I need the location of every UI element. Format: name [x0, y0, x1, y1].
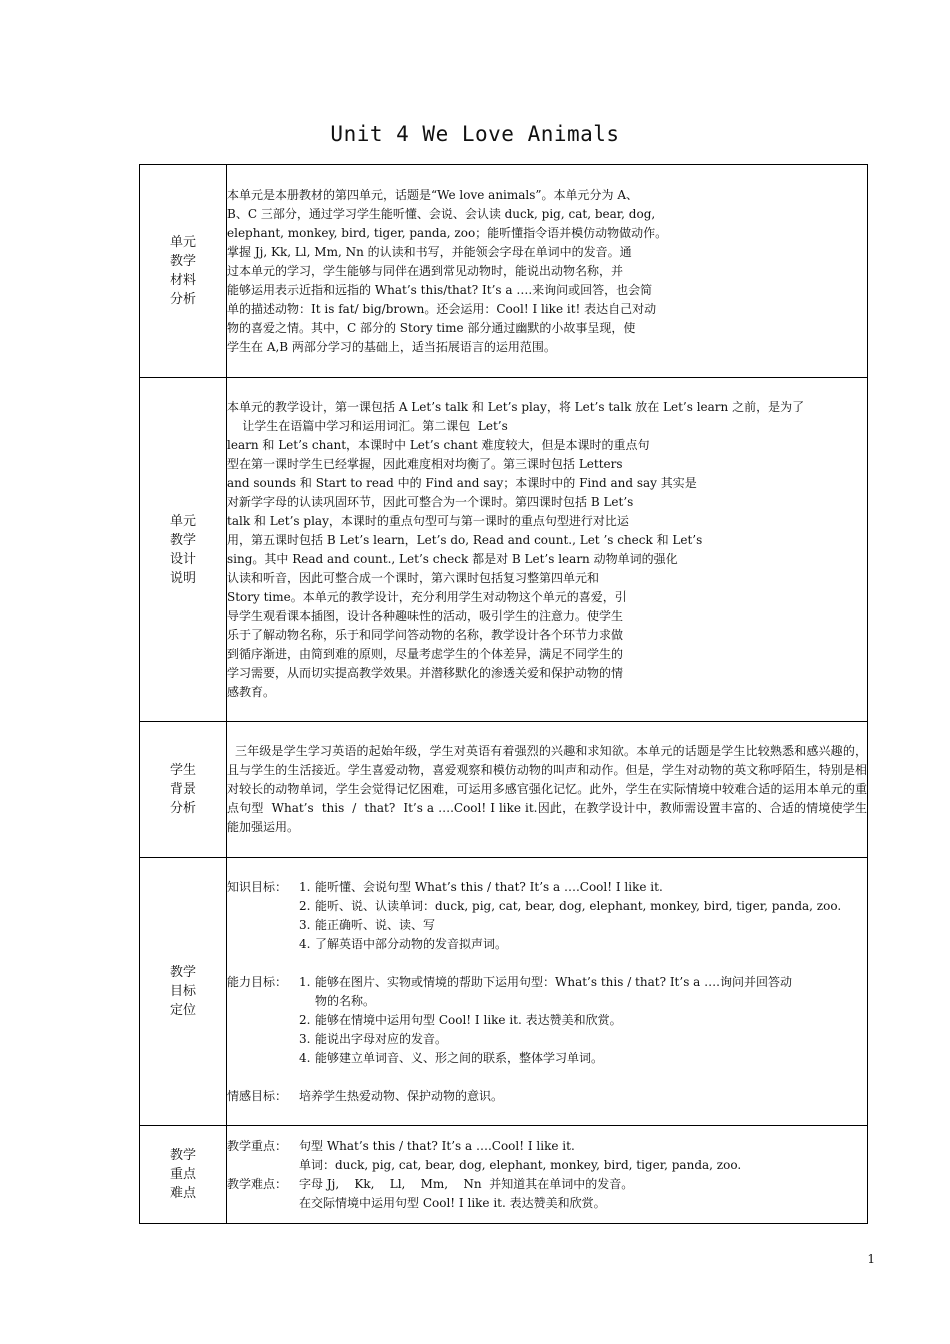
- ability-goals: 能力目标： 1. 能够在图片、实物或情境的帮助下运用句型：What’s this / that? It’s a ….询问并回答动 物的名称。 2. 能够在情境中运用句型 Cool! I like it. 表达赞美和欣赏。 3. 能说出字母对应的发音。 4. 能够建立单词音、义、形之间的联系，整体学习单词。: [227, 974, 792, 1065]
- material-analysis-text: 本单元是本册教材的第四单元，话题是“We love animals”。本单元分为 A、 B、C 三部分，通过学习学生能听懂、会说、会认读 duck, pig, cat, bear, dog, elephant, monkey, bird, tiger, panda, zoo；能听懂指令语并模仿动物做动作。 掌握 Jj, Kk, Ll, Mm, Nn 的认读和书写，并能领会字母在单词中的发音。通 过本单元的学习，学生能够与同伴在遇到常见动物时，能说出动物名称，并 能够运用表示近指和远指的 What’s this/that? It’s a ….来询问或回答，也会简 单的描述动物：It is fat/ big/brown。还会运用：Cool! I like it! 表达自己对动 物的喜爱之情。其中，C 部分的 Story time 部分通过幽默的小故事呈现，使 学生在 A,B 两部分学习的基础上，适当拓展语言的运用范围。: [227, 165, 868, 378]
- page-number: 1: [867, 1252, 875, 1266]
- row-label: 学生 背景 分析: [140, 722, 227, 858]
- design-explanation-text: 本单元的教学设计，第一课包括 A Let’s talk 和 Let’s play，将 Let’s talk 放在 Let’s learn 之前，是为了 让学生在语篇中学习和运用词汇。第二课包 Let’s learn 和 Let’s chant，本课时中 Let’s chant 难度较大，但是本课时的重点句 型在第一课时学生已经掌握，因此难度相对均衡了。第三课时包括 Letters and sounds 和 Start to read 中的 Find and say；本课时中的 Find and say 其实是 对新学字母的认读巩固环节，因此可整合为一个课时。第四课时包括 B Let’s talk 和 Let’s play，本课时的重点句型可与第一课时的重点句型进行对比运 用，第五课时包括 B Let’s learn，Let’s do, Read and count., Let ’s check 和 Let’s sing。其中 Read and count., Let’s check 都是对 B Let’s learn 动物单词的强化 认读和听音，因此可整合成一个课时，第六课时包括复习整第四单元和 Story time。本单元的教学设计，充分利用学生对动物这个单元的喜爱，引 导学生观看课本插图，设计各种趣味性的活动，吸引学生的注意力。使学生 乐于了解动物名称，乐于和同学问答动物的名称，教学设计各个环节力求做 到循序渐进，由简到难的原则，尽量考虑学生的个体差异，满足不同学生的 学习需要，从而切实提高教学效果。并潜移默化的渗透关爱和保护动物的情 感教育。: [227, 378, 868, 722]
- key-difficult-points-text: 教学重点： 句型 What’s this / that? It’s a ….Cool! I like it. 单词：duck, pig, cat, bear, dog, elephant, monkey, bird, tiger, panda, zoo. 教学难点： 字母 Jj, Kk, Ll, Mm, Nn 并知道其在单词中的发音。 在交际情境中运用句型 Cool! I like it. 表达赞美和欣赏。: [227, 1126, 868, 1224]
- student-background-text: 三年级是学生学习英语的起始年级，学生对英语有着强烈的兴趣和求知欲。本单元的话题是学生比较熟悉和感兴趣的，且与学生的生活接近。学生喜爱动物，喜爱观察和模仿动物的叫声和动作。但是，学生对动物的英文称呼陌生，特别是相对较长的动物单词，学生会觉得记忆困难，可运用多感官强化记忆。此外，学生在实际情境中较难合适的运用本单元的重点句型 What’s this / that? It’s a ….Cool! I like it.因此，在教学设计中，教师需设置丰富的、合适的情境使学生能加强运用。: [227, 722, 868, 858]
- row-label: 教学 重点 难点: [140, 1126, 227, 1224]
- teaching-goals-text: [227, 858, 868, 1126]
- row-key-difficult-points: [140, 1126, 868, 1224]
- row-material-analysis: [140, 165, 868, 378]
- row-label: 教学 目标 定位: [140, 858, 227, 1126]
- knowledge-goals: 知识目标： 1. 能听懂、会说句型 What’s this / that? It’s a ….Cool! I like it. 2. 能听、说、认读单词：duck, pig, cat, bear, dog, elephant, monkey, bird, tiger, panda, zoo. 3. 能正确听、说、读、写 4. 了解英语中部分动物的发音拟声词。: [227, 879, 842, 951]
- row-student-background: [140, 722, 868, 858]
- page-title: Unit 4 We Love Animals: [330, 122, 620, 146]
- lesson-plan-table: [139, 164, 868, 1224]
- row-label: 单元 教学 材料 分析: [140, 165, 227, 378]
- emotion-goals: 情感目标： 培养学生热爱动物、保护动物的意识。: [227, 1088, 504, 1103]
- row-label: 单元 教学 设计 说明: [140, 378, 227, 722]
- row-teaching-goals: [140, 858, 868, 1126]
- row-design-explanation: [140, 378, 868, 722]
